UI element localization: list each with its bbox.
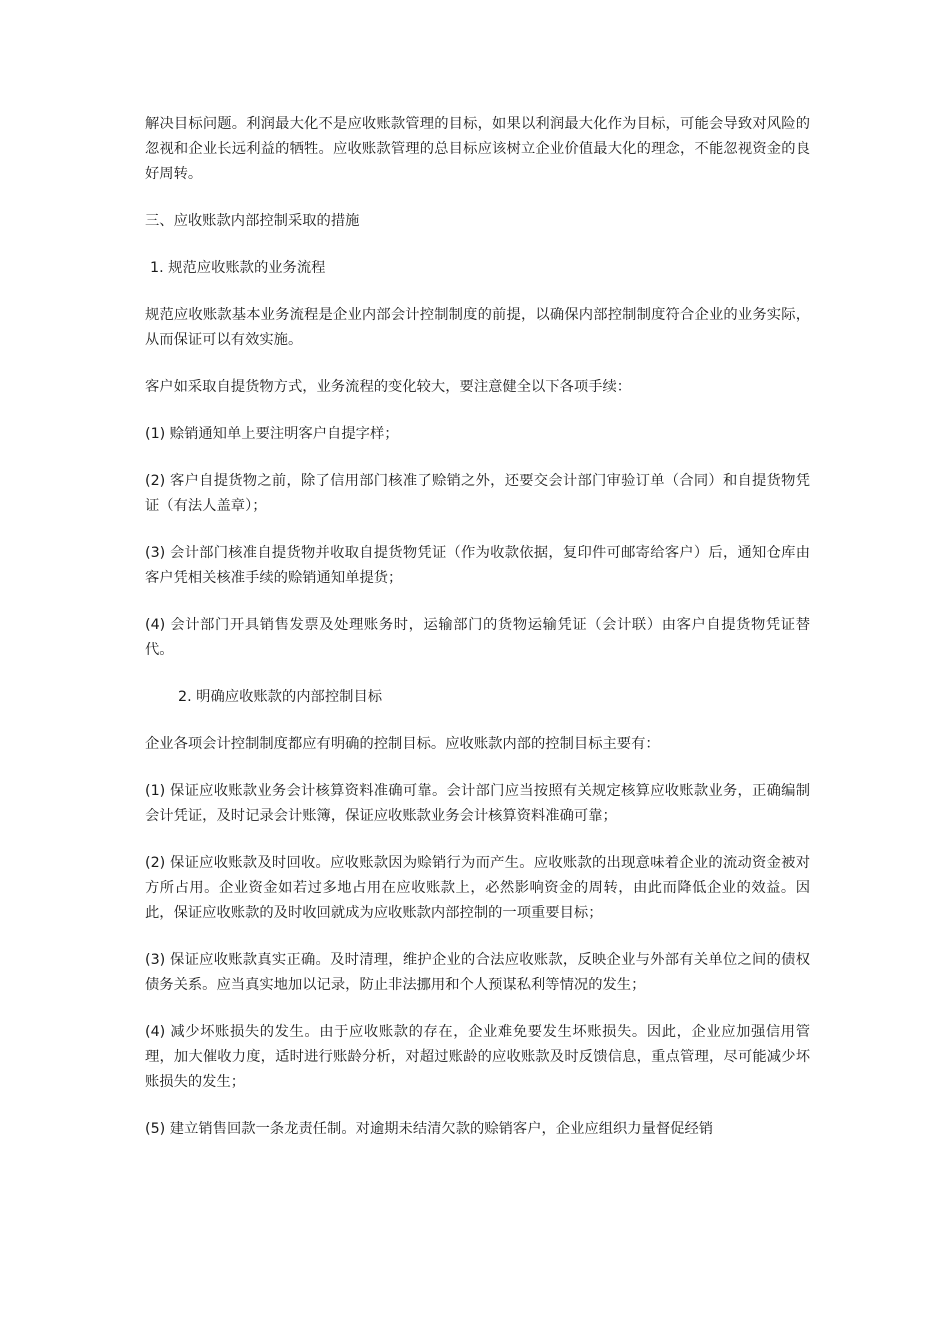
subheading-1: 1. 规范应收账款的业务流程 xyxy=(150,260,326,276)
goal-item-2: (2) 保证应收账款及时回收。应收账款因为赊销行为而产生。应收账款的出现意味着企业的流动资金被对方所占用。企业资金如若过多地占用在应收账款上，必然影响资金的周转，由此而降低企业的效益。因此，保证应收账款的及时收回就成为应收账款内部控制的一项重要目标； xyxy=(145,855,810,921)
goal-item-3: (3) 保证应收账款真实正确。及时清理，维护企业的合法应收账款，反映企业与外部有关单位之间的债权债务关系。应当真实地加以记录，防止非法挪用和个人预谋私利等情况的发生； xyxy=(145,952,810,993)
goal-item-5: (5) 建立销售回款一条龙责任制。对逾期未结清欠款的赊销客户，企业应组织力量督促经销 xyxy=(145,1121,714,1137)
goal-item-1: (1) 保证应收账款业务会计核算资料准确可靠。会计部门应当按照有关规定核算应收账款业务，正确编制会计凭证，及时记录会计账簿，保证应收账款业务会计核算资料准确可靠； xyxy=(145,783,810,824)
paragraph-target-problem: 解决目标问题。利润最大化不是应收账款管理的目标，如果以利润最大化作为目标，可能会导致对风险的忽视和企业长远利益的牺牲。应收账款管理的总目标应该树立企业价值最大化的理念，不能忽视资金的良好周转。 xyxy=(145,116,810,182)
list-item-3: (3) 会计部门核准自提货物并收取自提货物凭证（作为收款依据，复印件可邮寄给客户）后，通知仓库由客户凭相关核准手续的赊销通知单提货； xyxy=(145,545,810,586)
list-item-1: (1) 赊销通知单上要注明客户自提字样； xyxy=(145,426,399,442)
section-heading-3: 三、应收账款内部控制采取的措施 xyxy=(145,213,360,229)
list-item-2: (2) 客户自提货物之前，除了信用部门核准了赊销之外，还要交会计部门审验订单（合同）和自提货物凭证（有法人盖章）； xyxy=(145,473,810,514)
document-page xyxy=(145,112,810,1142)
subheading-2: 2. 明确应收账款的内部控制目标 xyxy=(178,689,383,705)
paragraph-process: 规范应收账款基本业务流程是企业内部会计控制制度的前提，以确保内部控制制度符合企业的业务实际，从而保证可以有效实施。 xyxy=(145,307,810,348)
paragraph-self-pickup: 客户如采取自提货物方式，业务流程的变化较大，要注意健全以下各项手续： xyxy=(145,379,632,395)
list-item-4: (4) 会计部门开具销售发票及处理账务时，运输部门的货物运输凭证（会计联）由客户自提货物凭证替代。 xyxy=(145,617,810,658)
goal-item-4: (4) 减少坏账损失的发生。由于应收账款的存在，企业难免要发生坏账损失。因此，企业应加强信用管理，加大催收力度，适时进行账龄分析，对超过账龄的应收账款及时反馈信息，重点管理，尽可能减少坏账损失的发生； xyxy=(145,1024,810,1090)
paragraph-control-goals: 企业各项会计控制制度都应有明确的控制目标。应收账款内部的控制目标主要有： xyxy=(145,736,660,752)
